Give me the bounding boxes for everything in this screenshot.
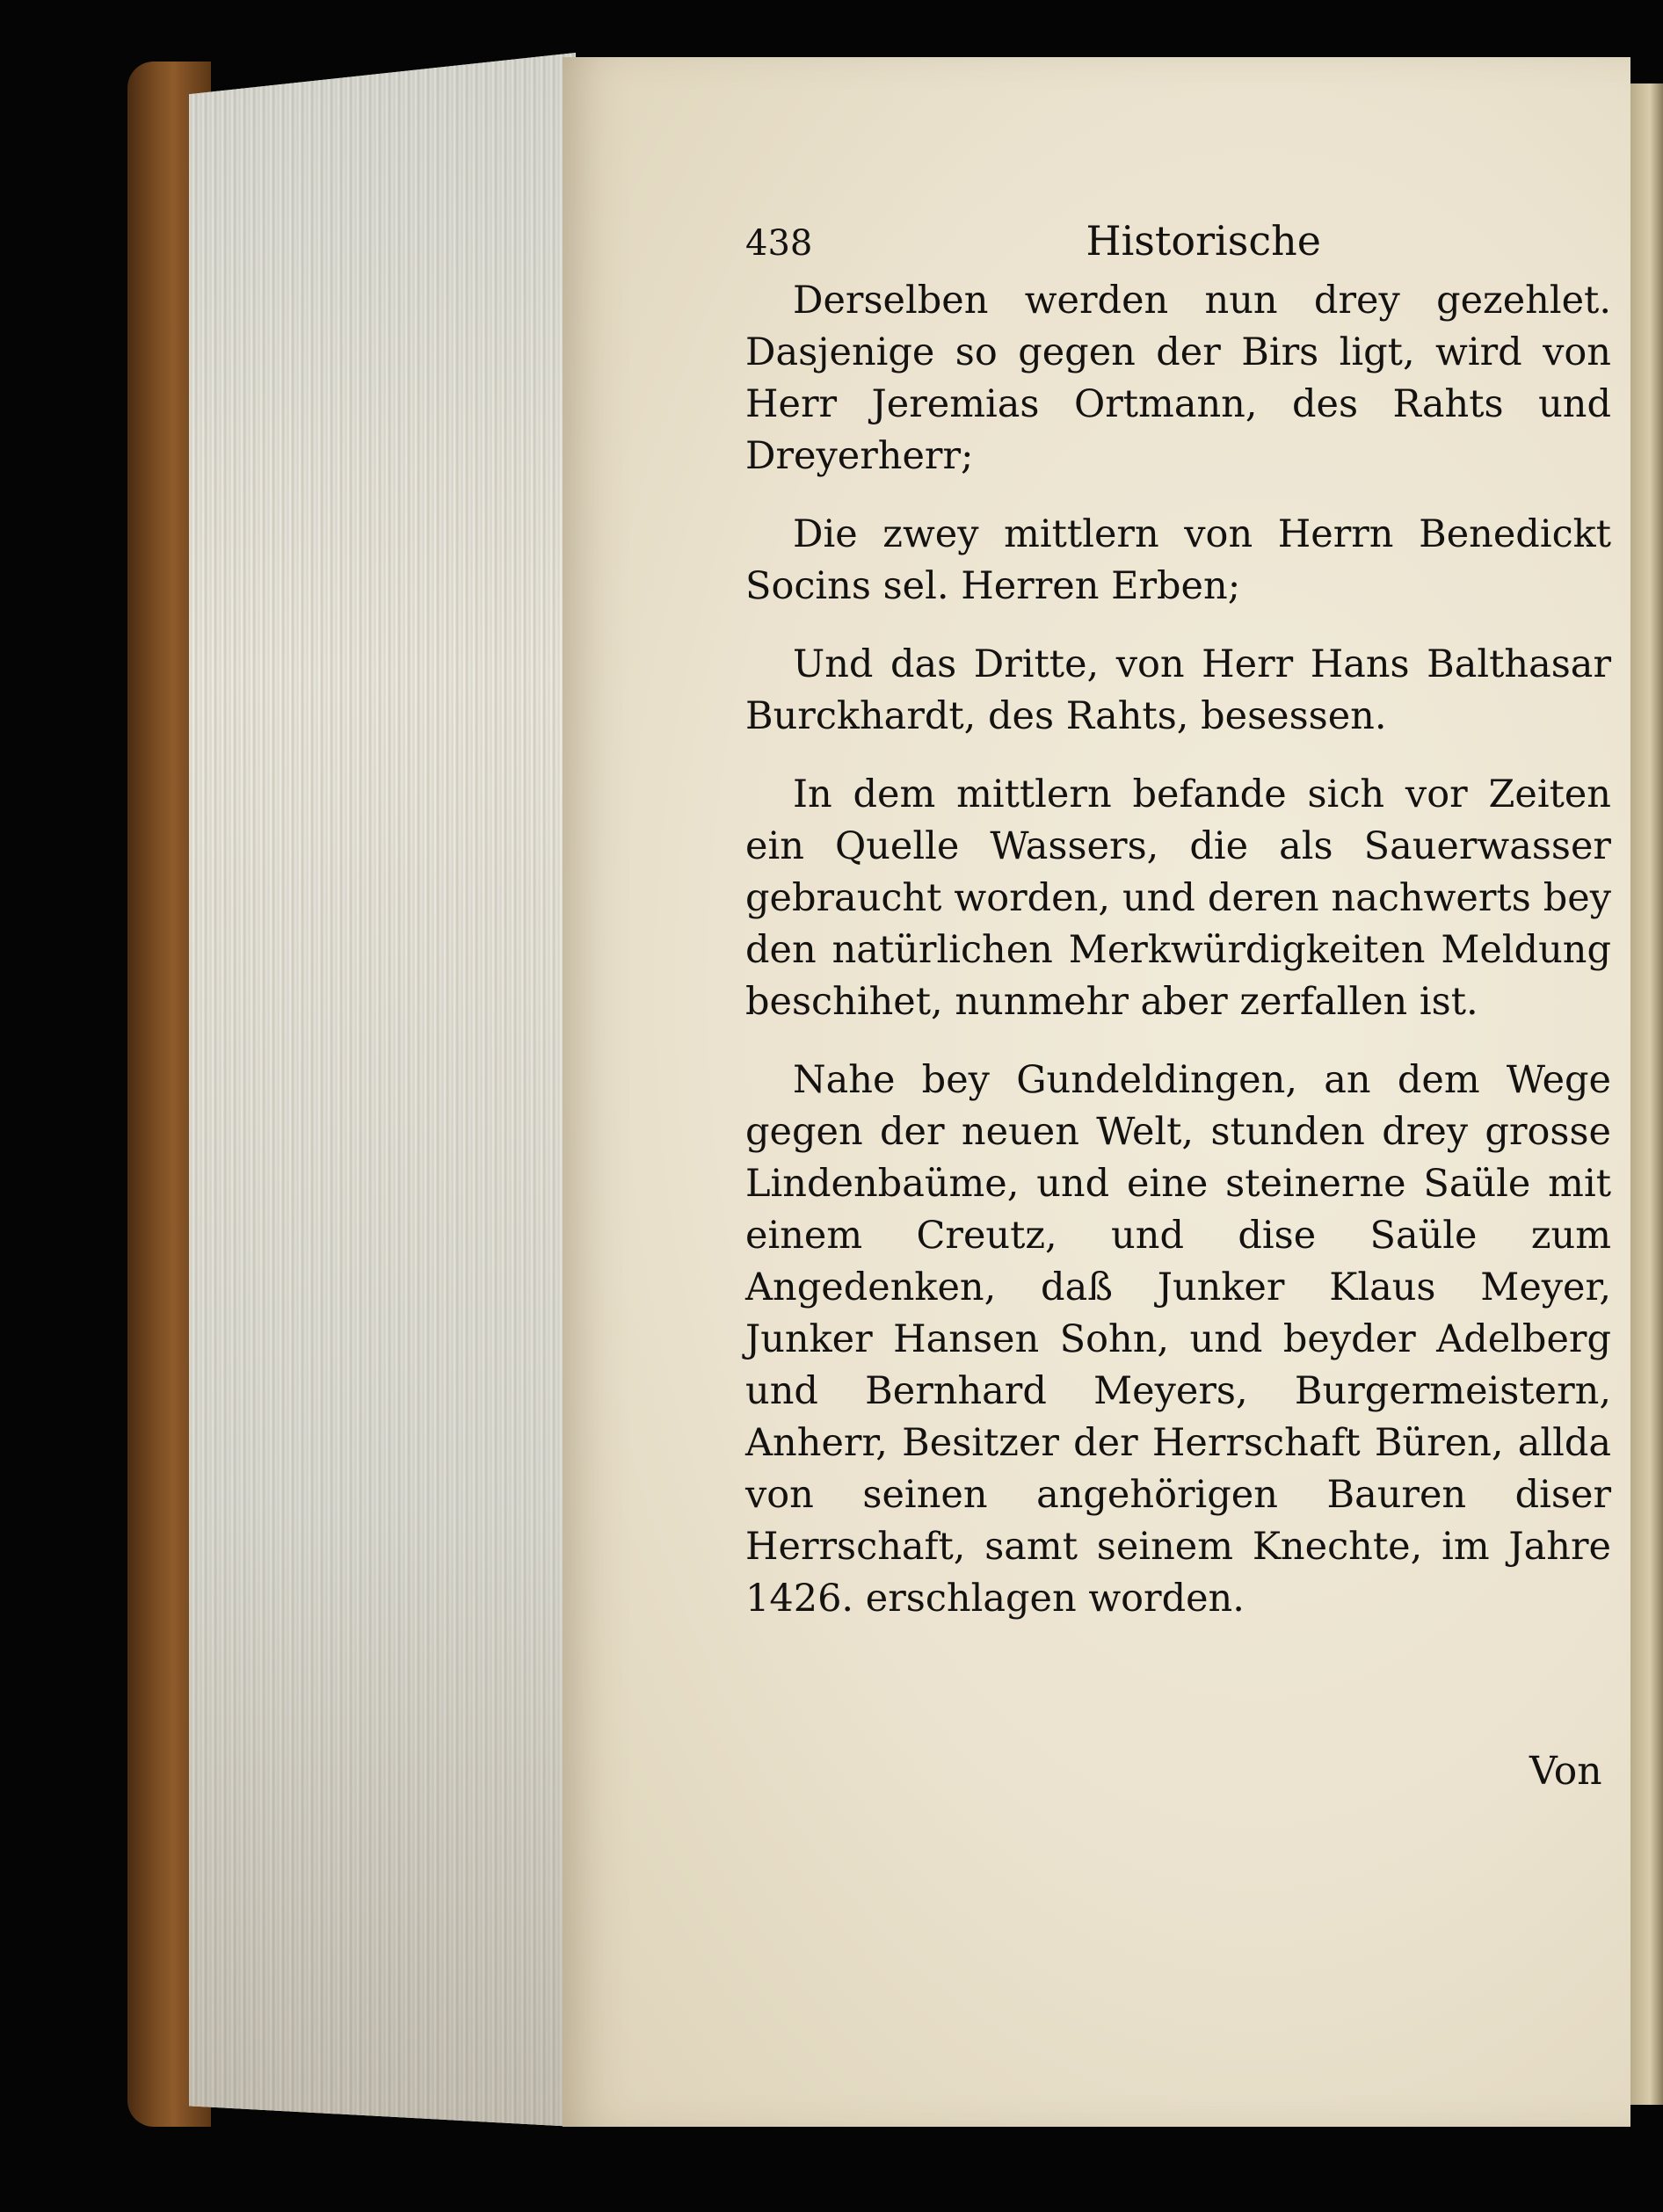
- paragraph-3: Und das Dritte, von Herr Hans Balthasar Burckhardt, des Rahts, besessen.: [745, 642, 1611, 738]
- page-number: 438: [745, 223, 813, 264]
- catchword: Von: [1529, 1749, 1602, 1794]
- running-head: Historische: [1086, 217, 1321, 265]
- page-header: [745, 215, 1611, 268]
- paragraph-4: In dem mittlern befande sich vor Zeiten ein Quelle Wassers, die als Sauerwasser gebraucht worden, und deren nachwerts bey den natürlichen Merkwürdigkeiten Meldung beschihet, nunmehr aber zerfallen ist.: [745, 772, 1611, 1024]
- paragraph-2: Die zwey mittlern von Herrn Benedickt Socins sel. Herren Erben;: [745, 512, 1611, 608]
- paragraph-1: Derselben werden nun drey gezehlet. Dasjenige so gegen der Birs ligt, wird von Herr Jeremias Ortmann, des Rahts und Dreyerherr;: [745, 279, 1611, 478]
- paragraph-5: Nahe bey Gundeldingen, an dem Wege gegen der neuen Welt, stunden drey grosse Lindenbaüme, und eine steinerne Saüle mit einem Creutz, und dise Saüle zum Angedenken, daß Junker Klaus Meyer, Junker Hansen Sohn, und beyder Adelberg und Bernhard Meyers, Burgermeistern, Anherr, Besitzer der Herrschaft Büren, allda von seinen angehörigen Bauren diser Herrschaft, samt seinem Knechte, im Jahre 1426. erschlagen worden.: [745, 1058, 1611, 1621]
- page-edges: [189, 53, 576, 2127]
- page-text-block: [745, 215, 1611, 1651]
- next-page-edge: [1630, 83, 1663, 2105]
